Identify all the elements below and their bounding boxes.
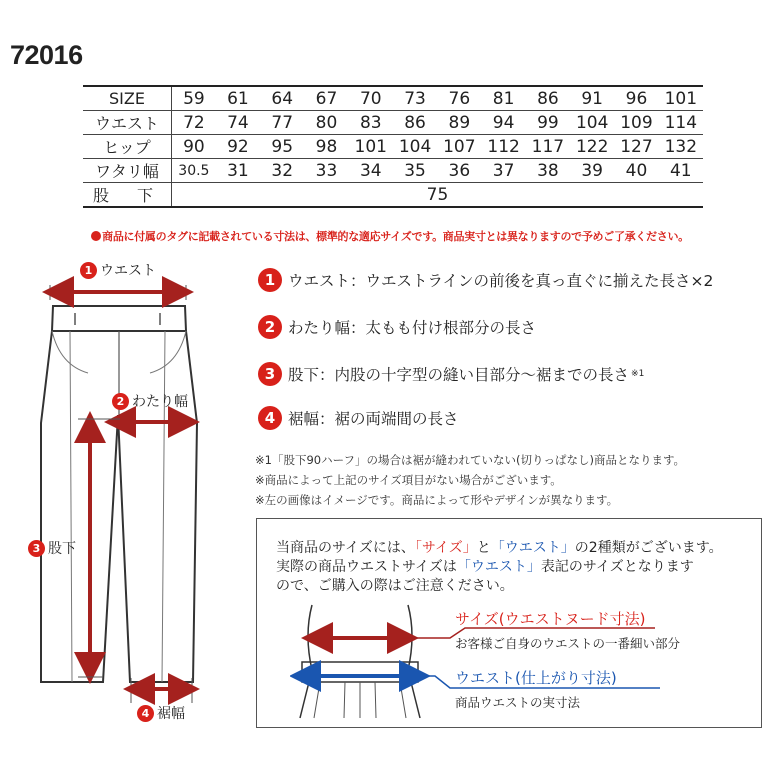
waist-finished-desc: 商品ウエストの実寸法 <box>455 695 581 710</box>
table-cell: 36 <box>437 159 481 183</box>
table-cell: 31 <box>216 159 260 183</box>
table-cell: 33 <box>304 159 348 183</box>
number-badge-icon: 1 <box>258 268 282 292</box>
diagram-label-hem: 4 裾幅 <box>137 703 185 723</box>
table-cell: 81 <box>481 86 525 111</box>
info-line-1: 当商品のサイズには、「サイズ」と「ウエスト」の2種類がございます。 <box>276 540 723 556</box>
table-cell: 114 <box>659 111 703 135</box>
table-cell: 40 <box>614 159 658 183</box>
table-cell: 122 <box>570 135 614 159</box>
number-badge-icon: 2 <box>258 315 282 339</box>
table-cell: 37 <box>481 159 525 183</box>
footnote-2: ※商品によって上記のサイズ項目がない場合がございます。 <box>255 473 562 487</box>
table-cell: 96 <box>614 86 658 111</box>
size-notice-text: 商品に付属のタグに記載されている寸法は、標準的な適応サイズです。商品実寸とは異なりますので予めご了承ください。 <box>102 230 689 243</box>
table-cell: 76 <box>437 86 481 111</box>
pants-crease <box>70 331 165 682</box>
table-row <box>83 159 703 183</box>
table-cell: 104 <box>393 135 437 159</box>
table-cell: 75 <box>172 183 704 208</box>
footnote-1: ※1「股下90ハーフ」の場合は裾が縫われていない(切りっぱなし)商品となります。 <box>255 453 686 467</box>
number-badge-icon: 3 <box>258 362 282 386</box>
table-cell: 91 <box>570 86 614 111</box>
table-cell: 80 <box>304 111 348 135</box>
product-code: 72016 <box>10 40 83 70</box>
waist-finished-label: ウエスト(仕上がり寸法) <box>455 669 617 687</box>
info-line-2: 実際の商品ウエストサイズは「ウエスト」表記のサイズとなります <box>276 559 694 575</box>
table-cell: 95 <box>260 135 304 159</box>
size-notice <box>0 228 780 244</box>
table-cell: 112 <box>481 135 525 159</box>
diagram-label-waist: 1 ウエスト <box>80 260 156 280</box>
number-badge-icon: 3 <box>28 540 45 557</box>
pants-waistband <box>52 306 186 331</box>
table-cell: 59 <box>172 86 216 111</box>
table-cell: 101 <box>659 86 703 111</box>
diagram-label-thigh: 2 わたり幅 <box>112 391 188 411</box>
definition-thigh: 2 わたり幅 ：太もも付け根部分の長さ <box>258 315 536 339</box>
definition-hem: 4 裾幅 ：裾の両端間の長さ <box>258 406 459 430</box>
table-cell: 109 <box>614 111 658 135</box>
size-table <box>83 85 703 208</box>
table-cell: 98 <box>304 135 348 159</box>
table-cell: 107 <box>437 135 481 159</box>
belt-loops <box>75 313 160 325</box>
table-cell: 99 <box>526 111 570 135</box>
row-header: ワタリ幅 <box>83 159 172 183</box>
table-cell: 72 <box>172 111 216 135</box>
table-cell: 32 <box>260 159 304 183</box>
row-header: ヒップ <box>83 135 172 159</box>
table-cell: 132 <box>659 135 703 159</box>
table-cell: 70 <box>349 86 393 111</box>
table-cell: 61 <box>216 86 260 111</box>
table-cell: 86 <box>526 86 570 111</box>
definition-waist: 1 ウエスト ：ウエストラインの前後を真っ直ぐに揃えた長さ×2 <box>258 268 713 292</box>
table-cell: 83 <box>349 111 393 135</box>
table-cell: 92 <box>216 135 260 159</box>
row-header: ウエスト <box>83 111 172 135</box>
number-badge-icon: 4 <box>137 705 154 722</box>
number-badge-icon: 4 <box>258 406 282 430</box>
bullet-dot-icon <box>91 231 101 241</box>
table-cell: 74 <box>216 111 260 135</box>
table-cell: 73 <box>393 86 437 111</box>
info-line-3: ので、ご購入の際はご注意ください。 <box>276 578 514 594</box>
diagram-label-inseam: 3 股下 <box>28 538 76 558</box>
table-cell: 67 <box>304 86 348 111</box>
number-badge-icon: 1 <box>80 262 97 279</box>
size-nude-desc: お客様ご自身のウエストの一番細い部分 <box>455 636 681 651</box>
pants-diagram <box>0 255 250 725</box>
table-cell: 94 <box>481 111 525 135</box>
table-cell: 64 <box>260 86 304 111</box>
table-row <box>83 183 703 208</box>
definition-inseam: 3 股下 ：内股の十字型の縫い目部分～裾までの長さ ※1 <box>258 362 644 386</box>
table-cell: 77 <box>260 111 304 135</box>
table-cell: 127 <box>614 135 658 159</box>
table-cell: 117 <box>526 135 570 159</box>
footnote-3: ※左の画像はイメージです。商品によって形やデザインが異なります。 <box>255 493 619 507</box>
table-cell: 41 <box>659 159 703 183</box>
table-row <box>83 86 703 111</box>
table-cell: 104 <box>570 111 614 135</box>
row-header: SIZE <box>83 86 172 111</box>
table-cell: 39 <box>570 159 614 183</box>
number-badge-icon: 2 <box>112 393 129 410</box>
table-cell: 101 <box>349 135 393 159</box>
table-row <box>83 135 703 159</box>
table-cell: 34 <box>349 159 393 183</box>
table-cell: 90 <box>172 135 216 159</box>
table-cell: 38 <box>526 159 570 183</box>
size-nude-label: サイズ(ウエストヌード寸法) <box>455 610 646 628</box>
table-row <box>83 111 703 135</box>
table-cell: 86 <box>393 111 437 135</box>
table-cell: 35 <box>393 159 437 183</box>
table-cell: 89 <box>437 111 481 135</box>
table-cell: 30.5 <box>172 159 216 183</box>
row-header: 股 下 <box>83 183 172 208</box>
